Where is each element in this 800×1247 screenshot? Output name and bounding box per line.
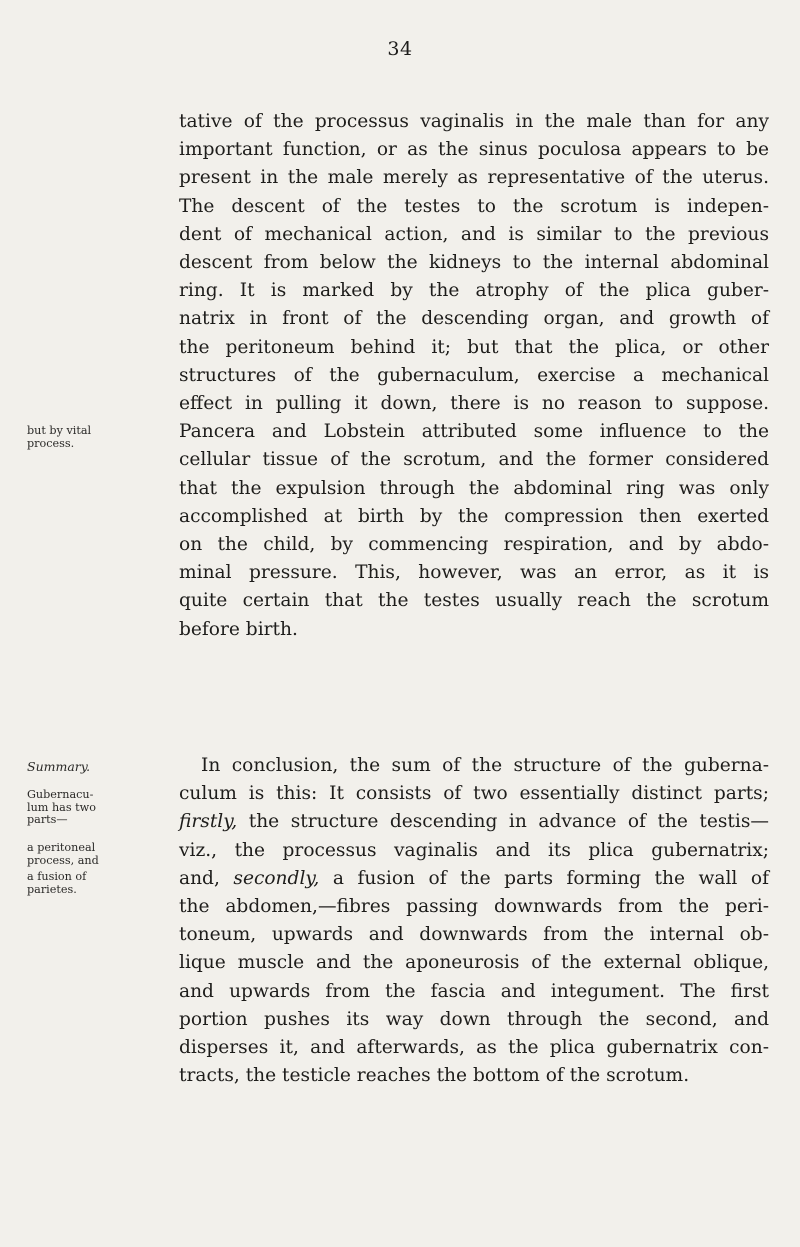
text-line: toneum, upwards and downwards from the internal ob- [179,924,769,946]
text-line: descent from below the kidneys to the internal abdominal [179,252,769,274]
text-run: the structure descending in advance of the testis— [237,811,769,833]
text-line: minal pressure. This, however, was an error, as it is [179,562,769,584]
text-line: portion pushes its way down through the second, and [179,1008,769,1030]
text-line: In conclusion, the sum of the structure of the guberna- [201,755,769,776]
emphasis-secondly: secondly, [233,867,320,889]
page-number: 34 [387,38,413,60]
text-run: a fusion of the parts forming the wall of [319,867,769,889]
margin-note-line: Summary. [27,759,91,774]
margin-note-line: process. [27,436,75,450]
margin-note-peritoneal [27,842,147,867]
text-line: tative of the processus vaginalis in the male than for any [179,111,769,132]
text-line: before birth. [179,618,298,640]
text-line: effect in pulling it down, there is no reason to suppose. [179,393,769,415]
text-line: tracts, the testicle reaches the bottom of the scrotum. [179,1065,690,1087]
margin-note-fusion [27,871,147,896]
paragraph-summary [179,752,769,1090]
margin-note-line: parts— [27,813,68,826]
margin-note-line: Gubernacu- [27,788,94,801]
text-line: cellular tissue of the scrotum, and the former considered [179,449,769,471]
text-line: dent of mechanical action, and is similar to the previous [179,223,769,245]
text-line: that the expulsion through the abdominal ring was only [179,477,769,499]
margin-note-line: a fusion of [27,870,87,883]
text-line: The descent of the testes to the scrotum is indepen- [179,195,769,217]
text-line: present in the male merely as representative of the uterus. [179,167,769,189]
text-line: the peritoneum behind it; but that the plica, or other [179,336,769,358]
text-line: Pancera and Lobstein attributed some influence to the [179,421,769,443]
text-line: ring. It is marked by the atrophy of the plica guber- [179,280,769,302]
margin-note-vital-process [27,425,147,450]
text-line: quite certain that the testes usually reach the scrotum [179,590,769,612]
text-line: viz., the processus vaginalis and its plica gubernatrix; [179,839,769,861]
text-line: lique muscle and the aponeurosis of the external oblique, [179,952,769,974]
text-line: the abdomen,—fibres passing downwards from the peri- [179,896,769,918]
margin-note-line: but by vital [27,424,92,437]
text-line: structures of the gubernaculum, exercise a mechanical [179,364,769,386]
text-line [179,808,769,836]
text-line: on the child, by commencing respiration, and by abdo- [179,534,769,556]
emphasis-firstly: firstly, [179,811,238,833]
margin-note-line: lum has two [27,800,96,814]
text-line: disperses it, and afterwards, as the plica gubernatrix con- [179,1037,769,1059]
text-line: important function, or as the sinus poculosa appears to be [179,139,769,161]
margin-note-summary [27,761,147,774]
paragraph-descent-of-testes [179,108,769,644]
margin-note-line: parietes. [27,882,77,896]
text-line [179,865,769,893]
text-line: culum is this: It consists of two essentially distinct parts; [179,783,769,805]
text-line: natrix in front of the descending organ, and growth of [179,308,769,330]
margin-note-line: a peritoneal [27,841,96,854]
text-line: and upwards from the fascia and integument. The first [179,980,769,1002]
text-line: accomplished at birth by the compression then exerted [179,505,769,527]
text-run: and, [179,867,234,889]
margin-note-line: process, and [27,853,99,867]
margin-note-two-parts [27,789,147,827]
